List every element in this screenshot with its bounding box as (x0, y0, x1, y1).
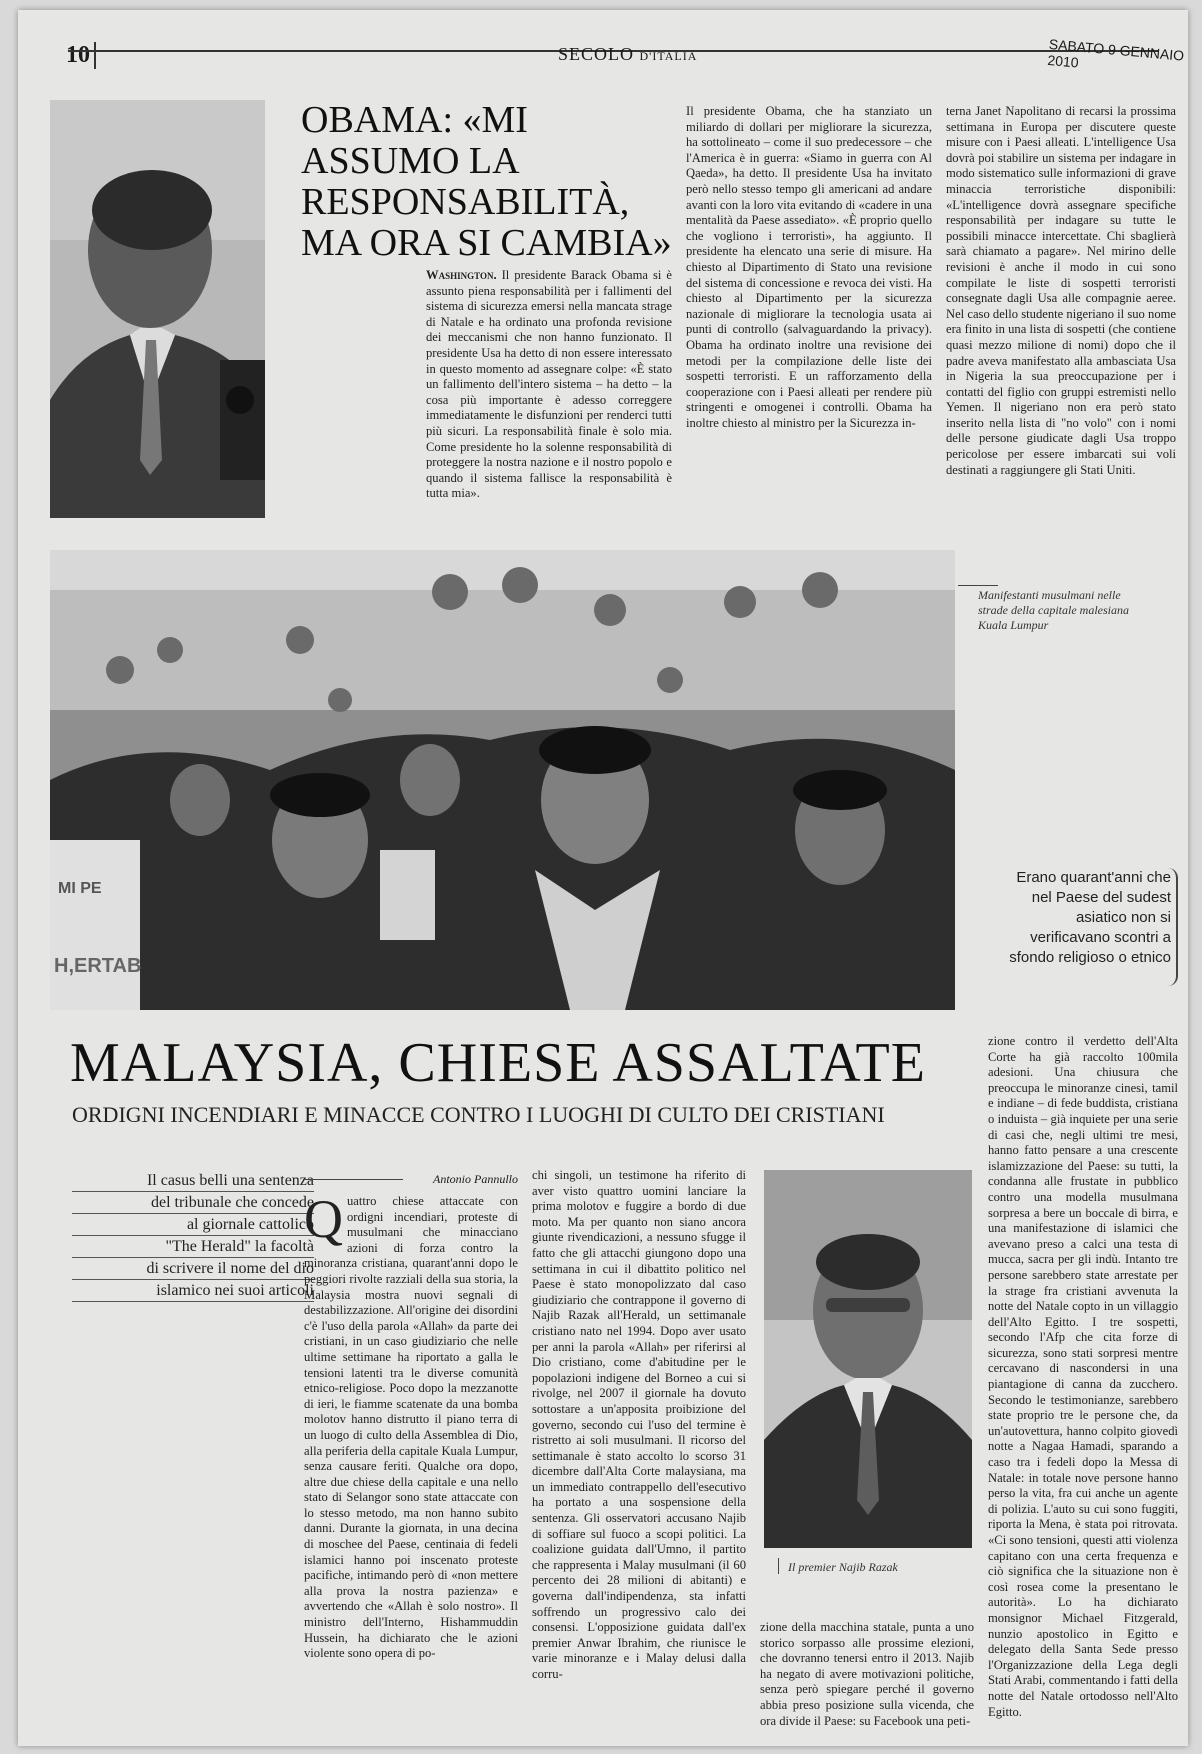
casus-belli-sidebar (72, 1170, 314, 1302)
portrait-caption-rule (778, 1558, 779, 1574)
masthead-suffix: D'ITALIA (639, 49, 698, 63)
sidebar-line: del tribunale che concede (72, 1192, 314, 1214)
byline-author: Antonio Pannullo (433, 1172, 518, 1186)
dropcap: Q (304, 1194, 343, 1249)
sidebar-line: di scrivere il nome del dio (72, 1258, 314, 1280)
sidebar-line: al giornale cattolico (72, 1214, 314, 1236)
pull-quote-bracket (1168, 868, 1178, 986)
issue-date: SABATO 9 GENNAIO 2010 (1046, 35, 1185, 71)
malaysia-subtitle: ORDIGNI INCENDIARI E MINACCE CONTRO I LUOGHI DI CULTO DEI CRISTIANI (72, 1102, 885, 1127)
obama-column-1 (426, 268, 672, 515)
sidebar-line: "The Herald" la facoltà (72, 1236, 314, 1258)
protest-photo (50, 550, 955, 1010)
najib-portrait (764, 1170, 972, 1548)
obama-headline: OBAMA: «MI ASSUMO LA RESPONSABILITÀ, MA ORA SI CAMBIA» (301, 99, 672, 264)
protest-sign-text-1: MI PE (58, 880, 102, 897)
newspaper-page (18, 10, 1188, 1746)
malaysia-column-2 (532, 1168, 746, 1734)
pull-quote: Erano quarant'anni che nel Paese del sudest asiatico non si verificavano scontri a sfondo religioso o etnico (1009, 869, 1171, 966)
obama-col1-text: Il presidente Barack Obama si è assunto piena responsabilità per i fallimenti del sistema di sicurezza emersi nella mancata strage di Natale e ha ordinato una profonda revisione dei meccanismi che non hanno funzionato. Il presidente Usa ha detto di non essere interessato in questo momento ad assegnare colpe: «È stato un fallimento dell'intero sistema – ha detto – la cosa più importante è adesso correggere immediatamente le disfunzioni per renderci tutti più sicuri. La responsabilità finale è solo mia. Come presidente ho la solenne responsabilità di proteggere la nostra nazione e il nostro popolo e quando il sistema fallisce la responsabilità è tutta mia». (426, 268, 672, 501)
protest-sign-text-2: H,ERTAB (54, 955, 142, 977)
obama-photo (50, 100, 265, 518)
malaysia-column-3 (760, 1620, 974, 1734)
obama-dateline: Washington. (426, 268, 497, 282)
obama-col3-text: terna Janet Napolitano di recarsi la prossima settimana in Europa per discutere queste misure con i Paesi alleati. L'intelligence Usa dovrà poi stabilire un sistema per indagare in modo sistematico sulle informazioni di grave minaccia terroristiche disponibili: «L'intelligence dovrà assegnare specifiche responsabilità per indagare su tutte le possibili minacce intercettate. Chi sbaglierà sarà chiamato a pagare». Nel mirino delle revisioni è anche il modo in cui sono compilate le liste di sospetti terroristi consegnate dagli Usa alle compagnie aeree. Nel caso dello studente nigeriano il suo nome era finito in una lista di sospetti (che contiene quasi mezzo milione di nomi) dopo che il padre aveva manifestato alla ambasciata Usa in Nigeria la sua preoccupazione per i contatti del figlio con gruppi estremisti nello Yemen. Il nigeriano non era però stato inserito nella lista di "no volo" con i nomi delle persone giudicate dagli Usa troppo pericolose per essere imbarcati sui voli destinati a raggiungere gli Stati Uniti. (946, 104, 1176, 477)
sidebar-line: islamico nei suoi articoli (72, 1280, 314, 1302)
malaysia-headline: MALAYSIA, CHIESE ASSALTATE (70, 1032, 926, 1094)
page-number: 10 (66, 42, 96, 69)
caption-rule (958, 585, 998, 586)
malaysia-col3-text: zione della macchina statale, punta a uno storico sorpasso alle prossime elezioni, che dovranno tenersi entro il 2013. Najib ha negato di avere motivazioni politiche, senza però spiegare perché il governo abbia preso posizione sulla vicenda, che ora divide il Paese: su Facebook una peti- (760, 1620, 974, 1728)
sidebar-line: Il casus belli una sentenza (72, 1170, 314, 1192)
obama-column-2 (686, 104, 932, 516)
protest-caption: Manifestanti musulmani nelle strade della capitale malesiana Kuala Lumpur (978, 588, 1129, 632)
malaysia-col2-text: chi singoli, un testimone ha riferito di aver visto quattro uomini lanciare la prima molotov e fuggire a bordo di due moto. Ma per quanto non siano ancora giunte rivendicazioni, a nessuno sfugge il fatto che gli attacchi giungono dopo una settimana in cui il dibattito politico nel Paese è stato monopolizzato dal caso giudiziario che contrappone il governo di Najib Razak all'Herald, un settimanale cristiano nato nel 1994. Dopo aver usato per anni la parola «Allah» per riferirsi al Dio cristiano, come d'abitudine per le popolazioni indigene del Borneo a cui si rivolge, nel 2007 il giornale ha dovuto sottostare a un'apposita proibizione del governo, secondo cui l'uso del termine è ristretto ai soli musulmani. Il ricorso del settimanale è stato accolto lo scorso 31 dicembre dall'Alta Corte malaysiana, ma un immediato contrappello dell'esecutivo ha portato a una sospensione della sentenza. Gli osservatori accusano Najib di soffiare sul fuoco a scopi politici. La coalizione guidata dall'Umno, il partito che rappresenta i Malay musulmani (il 60 percento dei 28 milioni di abitanti) e governa dall'indipendenza, sta infatti soffrendo un progressivo calo dei consensi. L'opposizione guidata dall'ex premier Anwar Ibrahim, che riunisce le varie minoranze e i Malay delusi dalla corru- (532, 1168, 746, 1681)
malaysia-col1-text: uattro chiese attaccate con ordigni incendiari, proteste di musulmani che minacciano azioni di forza contro la minoranza cristiana, quarant'anni dopo le peggiori rivolte razziali della sua storia, la Malaysia mostra nuovi segnali di destabilizzazione. All'origine dei disordini c'è l'uso della parola «Allah» da parte dei cristiani, in un caso giudiziario che nelle ultime settimane ha riportato a galla le tensioni latenti tra le diverse comunità etnico-religiose. Poco dopo la mezzanotte di ieri, le fiamme scatenate da una bomba molotov hanno distrutto il piano terra di un luogo di culto della Assemblea di Dio, alla periferia della capitale Kuala Lumpur, senza causare feriti. Qualche ora dopo, altre due chiese della capitale e una nello stato di Selangor sono state attaccate con lo stesso metodo, ma non hanno subito danni. Durante la giornata, in una decina di moschee del Paese, centinaia di fedeli islamici hanno poi inscenato proteste pacifiche, intimando però di «non mettere alla prova la nostra pazienza» e avvertendo che «Allah è solo nostro». Il ministro dell'Interno, Hishammuddin Hussein, ha dichiarato che le azioni violente sono opera di po- (304, 1194, 518, 1661)
byline (303, 1172, 518, 1187)
masthead-title: SECOLO (558, 44, 635, 64)
malaysia-col4-text: zione contro il verdetto dell'Alta Corte ha già raccolto 100mila adesioni. Una chiusura che preoccupa le minoranze cinesi, tamil e indiane – di fede buddista, cristiana o induista – già inquiete per una serie di casi che, negli ultimi tre mesi, hanno fatto pensare a una crescente islamizzazione del Paese: su tutti, la condanna alle frustate in pubblico contro una modella musulmana sorpresa a bere un boccale di birra, e una manifestazione di islamici che avevano preso a calci una testa di mucca, sacra per gli indù. Intanto tre persone sarebbero state arrestate per la strage fra cristiani avvenuta la notte del Natale copto in un villaggio dell'Alto Egitto. I tre sospetti, secondo l'Afp che cita forze di sicurezza, sono stati sorpresi mentre cercavano di nascondersi in una piantagione di canna da zucchero. Secondo le testimonianze, sarebbero state proprio tre le persone che, da un'autovettura, hanno colpito giovedì notte a Nagaa Hamadi, sparando a caso tra i fedeli dopo la Messa di Natale: in totale nove persone hanno perso la vita, fra cui anche un agente di polizia. L'auto su cui sono fuggiti, riporta la Mena, è stata poi ritrovata. «Ci sono tensioni, questi atti violenza capitano con una certa frequenza e ciò significa che la situazione non è così rosea come la presentano le autorità». Lo ha dichiarato monsignor Michael Fitzgerald, nunzio apostolico in Egitto e delegato della Santa Sede presso l'Organizzazione della Lega degli Stati Arabi, commentando i fatti della notte del Natale ortodosso nell'Alto Egitto. (988, 1034, 1178, 1719)
malaysia-column-4 (988, 1034, 1178, 1734)
portrait-caption: Il premier Najib Razak (788, 1560, 898, 1574)
obama-col2-text: Il presidente Obama, che ha stanziato un miliardo di dollari per migliorare la sicurezza, ha sottolineato – come il suo predecessore – che l'America è in guerra: «Siamo in guerra con Al Qaeda», ha detto. Il presidente Usa ha invitato però nello stesso tempo gli americani ad andare avanti con la loro vita evitando di «cadere in una mentalità da Paese assediato». «È proprio quello che vogliono i terroristi», ha aggiunto. Il presidente ha elencato una serie di misure. Ha chiesto al Dipartimento di Stato una revisione del sistema di concessione e revoca dei visti. Ha chiesto al Dipartimento per la sicurezza nazionale di migliorare la tecnologia usata ai punti di controllo (salvaguardando la privacy). Obama ha ordinato inoltre una revisione dei metodi per la compilazione delle liste dei sospetti terroristi. E un rafforzamento della cooperazione con i Paesi alleati per rendere più stringenti e omogenei i controlli. Obama ha inoltre chiesto al ministro per la Sicurezza in- (686, 104, 932, 430)
obama-column-3 (946, 104, 1176, 516)
malaysia-column-1 (304, 1194, 518, 1734)
masthead (558, 44, 697, 65)
